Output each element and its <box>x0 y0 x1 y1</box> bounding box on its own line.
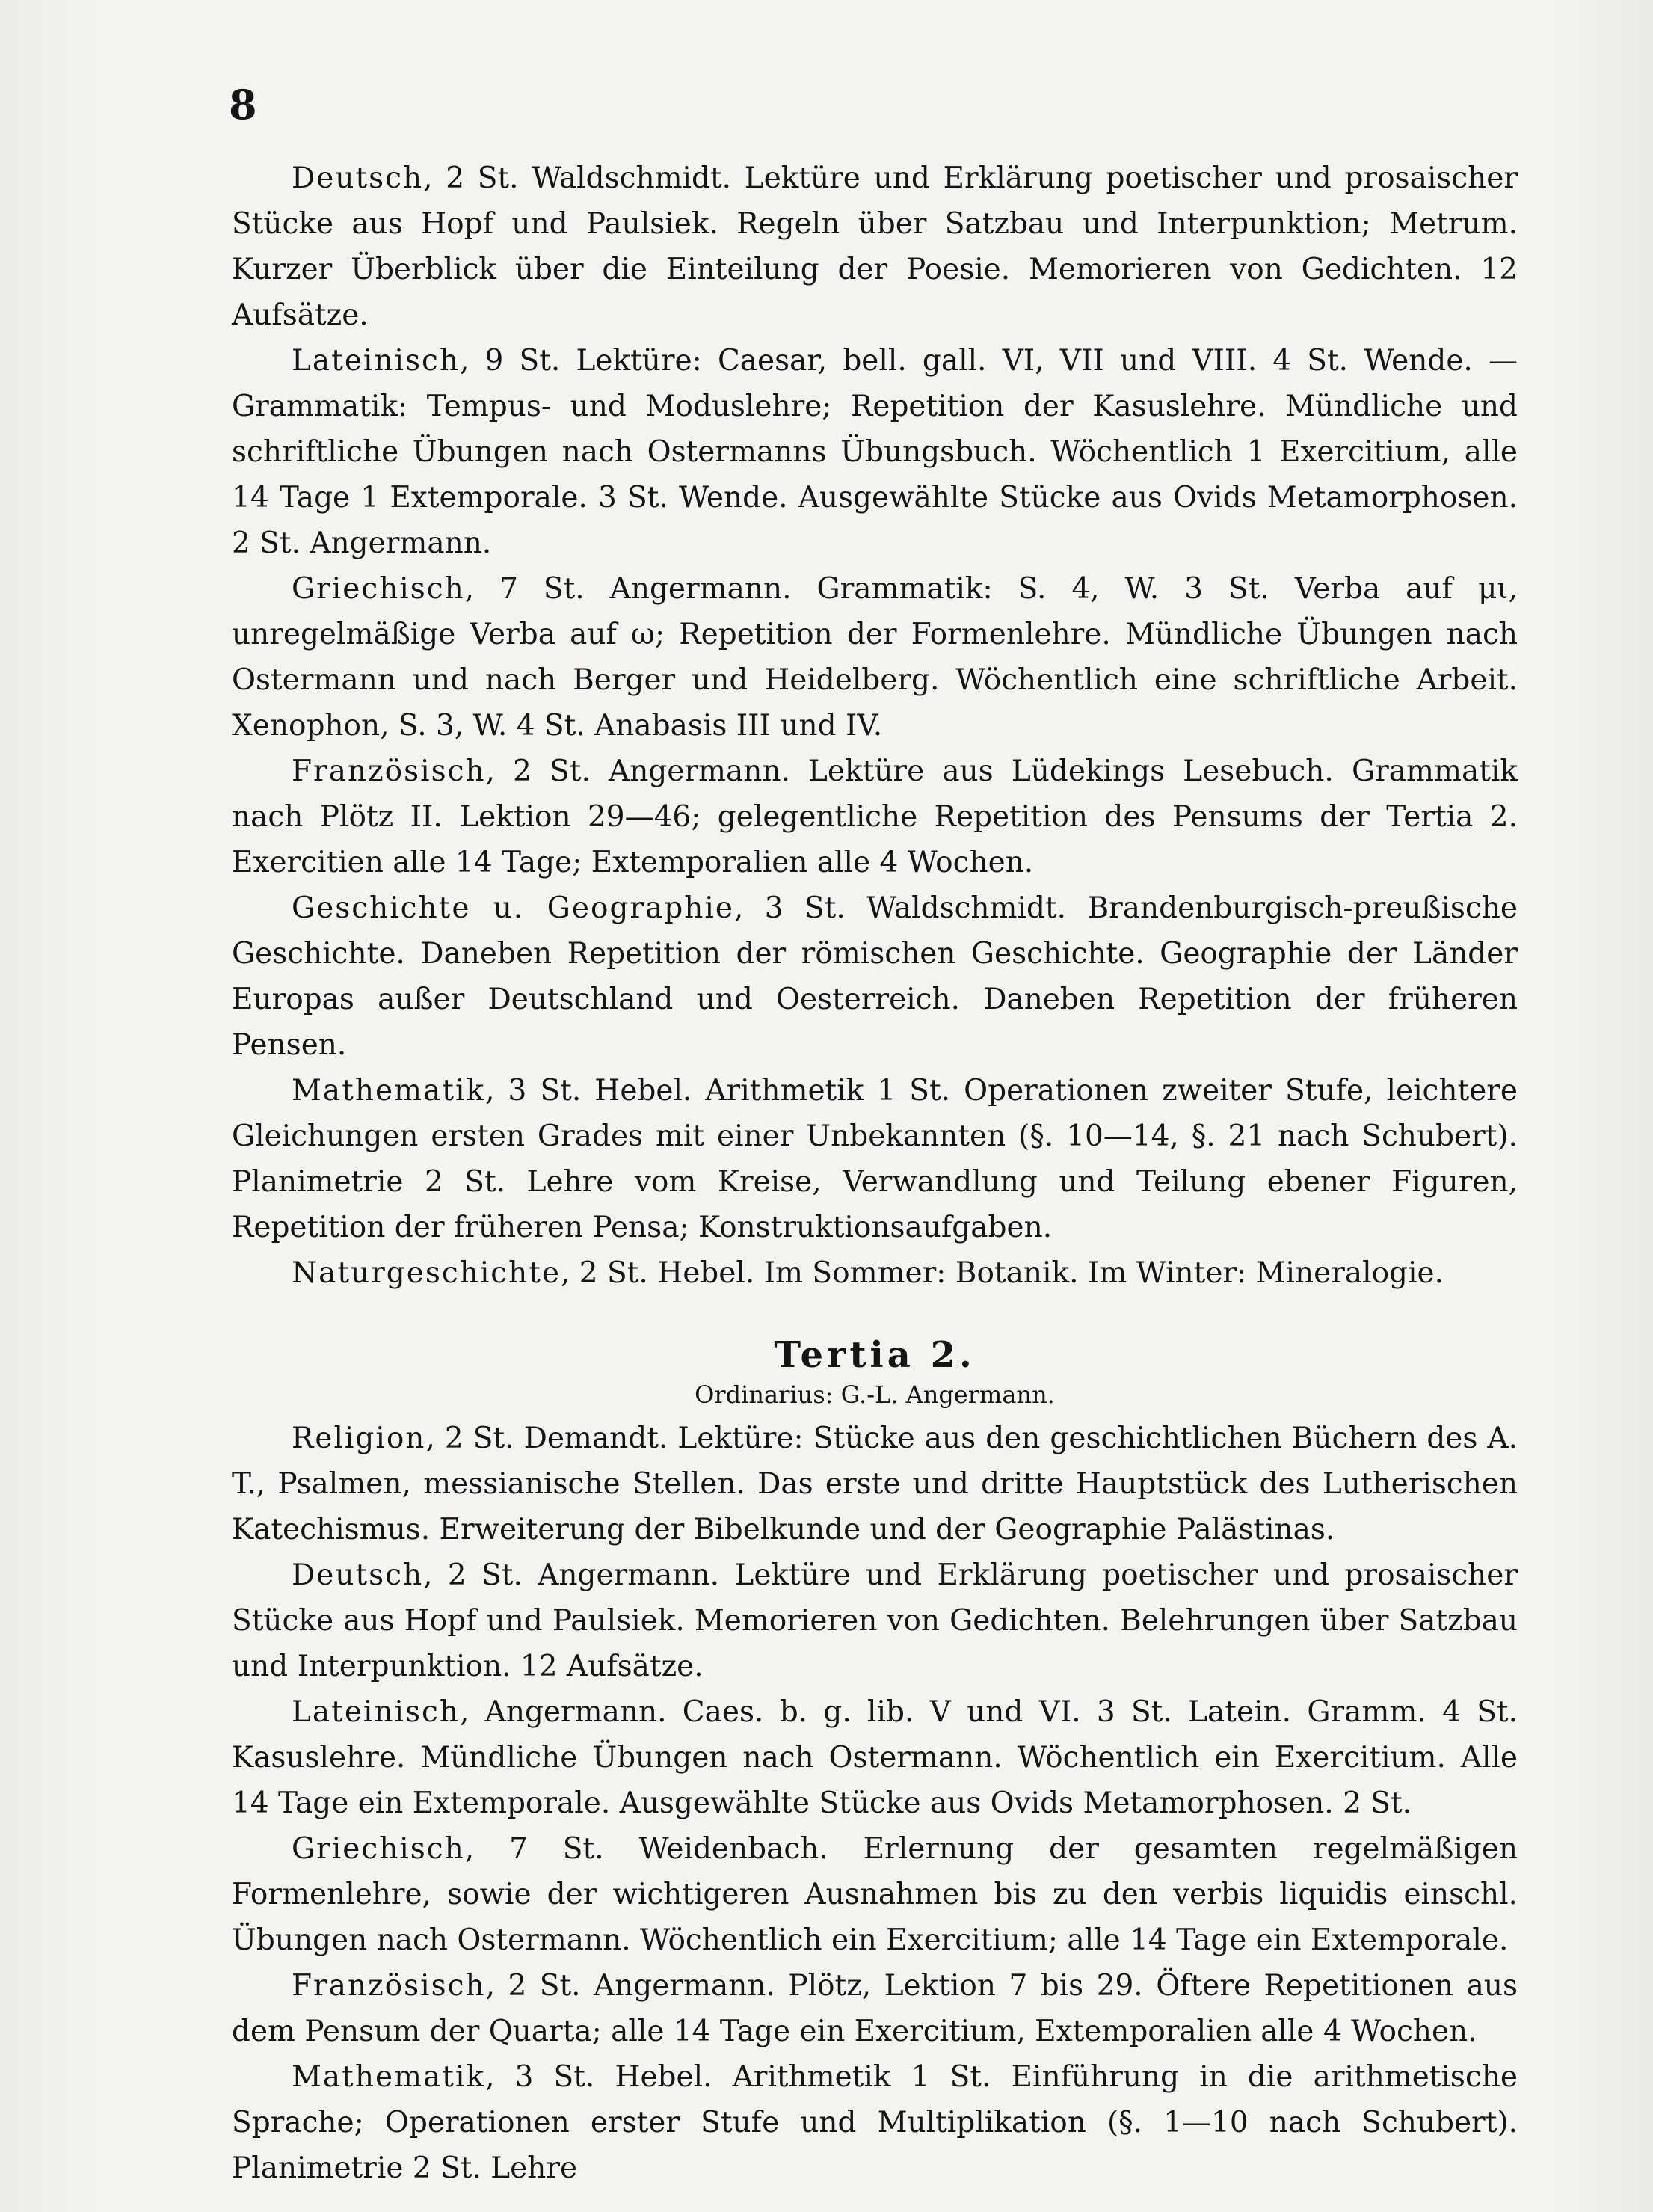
subject-label: Griechisch <box>292 1832 465 1866</box>
subject-label: Französisch <box>292 755 486 788</box>
paragraph-geschichte <box>232 885 1518 1068</box>
subject-label: Naturgeschichte <box>292 1256 561 1290</box>
subject-label: Deutsch <box>292 162 424 195</box>
paragraph-text: , 7 St. Weidenbach. Erlernung der gesamten regelmäßigen Formenlehre, sowie der wichtigeren Ausnahmen bis zu den verbis liquidis einschl. Übungen nach Ostermann. Wöchentlich ein Exercitium; alle 14 Tage ein Extemporale. <box>232 1832 1518 1957</box>
paragraph-naturgeschichte <box>232 1250 1518 1296</box>
paragraph-mathematik <box>232 1068 1518 1250</box>
paragraph-mathematik <box>232 2054 1518 2191</box>
subject-label: Lateinisch <box>292 344 460 378</box>
paragraph-text: , 2 St. Waldschmidt. Lektüre und Erklärung poetischer und prosaischer Stücke aus Hopf und Paulsiek. Regeln über Satzbau und Interpunktion; Metrum. Kurzer Überblick über die Einteilung der Poesie. Memorieren von Gedichten. 12 Aufsätze. <box>232 162 1518 332</box>
paragraph-text: , 2 St. Angermann. Lektüre und Erklärung poetischer und prosaischer Stücke aus Hopf und Paulsiek. Memorieren von Gedichten. Belehrungen über Satzbau und Interpunktion. 12 Aufsätze. <box>232 1558 1518 1683</box>
paragraph-text: , 2 St. Demandt. Lektüre: Stücke aus den geschichtlichen Büchern des A. T., Psalmen, messianische Stellen. Das erste und dritte Hauptstück des Lutherischen Katechismus. Erweiterung der Bibelkunde und der Geographie Palästinas. <box>232 1422 1518 1546</box>
subject-label: Geschichte u. Geographie <box>292 891 734 925</box>
text-column <box>232 156 1518 2191</box>
section-title: Tertia 2. <box>774 1334 976 1376</box>
paragraph-text: , 3 St. Waldschmidt. Brandenburgisch-preußische Geschichte. Daneben Repetition der römischen Geschichte. Geographie der Länder Europas außer Deutschland und Oesterreich. Daneben Repetition der früheren Pensen. <box>232 891 1518 1062</box>
paragraph-text: , 2 St. Hebel. Im Sommer: Botanik. Im Winter: Mineralogie. <box>561 1256 1444 1290</box>
section-tertia-2 <box>232 1332 1518 2191</box>
paragraph-franzoesisch <box>232 749 1518 885</box>
paragraph-deutsch <box>232 1552 1518 1689</box>
paragraph-deutsch <box>232 156 1518 338</box>
subject-label: Deutsch <box>292 1558 424 1592</box>
subject-label: Mathematik <box>292 2060 486 2094</box>
subject-label: Französisch <box>292 1969 486 2003</box>
paragraph-text: , 7 St. Angermann. Grammatik: S. 4, W. 3 St. Verba auf μι, unregelmäßige Verba auf ω; Repetition der Formenlehre. Mündliche Übungen nach Ostermann und nach Berger und Heidelberg. Wöchentlich eine schriftliche Arbeit. Xenophon, S. 3, W. 4 St. Anabasis III und IV. <box>232 572 1518 743</box>
paragraph-text: , 3 St. Hebel. Arithmetik 1 St. Einführung in die arithmetische Sprache; Operationen erster Stufe und Multiplikation (§. 1—10 nach Schubert). Planimetrie 2 St. Lehre <box>232 2060 1518 2185</box>
paragraph-text: , Angermann. Caes. b. g. lib. V und VI. 3 St. Latein. Gramm. 4 St. Kasuslehre. Mündliche Übungen nach Ostermann. Wöchentlich ein Exercitium. Alle 14 Tage ein Extemporale. Ausgewählte Stücke aus Ovids Metamorphosen. 2 St. <box>232 1695 1518 1820</box>
section-continuation <box>232 156 1518 1296</box>
subject-label: Griechisch <box>292 572 465 606</box>
paragraph-text: , 3 St. Hebel. Arithmetik 1 St. Operationen zweiter Stufe, leichtere Gleichungen ersten Grades mit einer Unbekannten (§. 10—14, §. 21 nach Schubert). Planimetrie 2 St. Lehre vom Kreise, Verwandlung und Teilung ebener Figuren, Repetition der früheren Pensa; Konstruktionsaufgaben. <box>232 1074 1518 1244</box>
paragraph-religion <box>232 1416 1518 1552</box>
page-number: 8 <box>229 81 257 129</box>
paragraph-lateinisch <box>232 1689 1518 1826</box>
paragraph-lateinisch <box>232 338 1518 566</box>
paragraph-franzoesisch <box>232 1963 1518 2054</box>
paragraph-text: , 9 St. Lektüre: Caesar, bell. gall. VI, VII und VIII. 4 St. Wende. — Grammatik: Tempus- und Moduslehre; Repetition der Kasuslehre. Mündliche und schriftliche Übungen nach Ostermanns Übungsbuch. Wöchentlich 1 Exercitium, alle 14 Tage 1 Extemporale. 3 St. Wende. Ausgewählte Stücke aus Ovids Metamorphosen. 2 St. Angermann. <box>232 344 1518 560</box>
subject-label: Religion <box>292 1422 426 1455</box>
subject-label: Mathematik <box>292 1074 486 1107</box>
section-spacer <box>232 1296 1518 1332</box>
subject-label: Lateinisch <box>292 1695 460 1729</box>
section-subtitle: Ordinarius: G.-L. Angermann. <box>695 1380 1055 1409</box>
paragraph-griechisch <box>232 1826 1518 1963</box>
paragraph-text: , 2 St. Angermann. Lektüre aus Lüdekings Lesebuch. Grammatik nach Plötz II. Lektion 29—46; gelegentliche Repetition des Pensums der Tertia 2. Exercitien alle 14 Tage; Extemporalien alle 4 Wochen. <box>232 755 1518 879</box>
paragraph-text: , 2 St. Angermann. Plötz, Lektion 7 bis 29. Öftere Repetitionen aus dem Pensum der Quarta; alle 14 Tage ein Exercitium, Extemporalien alle 4 Wochen. <box>232 1969 1518 2048</box>
paragraph-griechisch <box>232 566 1518 749</box>
